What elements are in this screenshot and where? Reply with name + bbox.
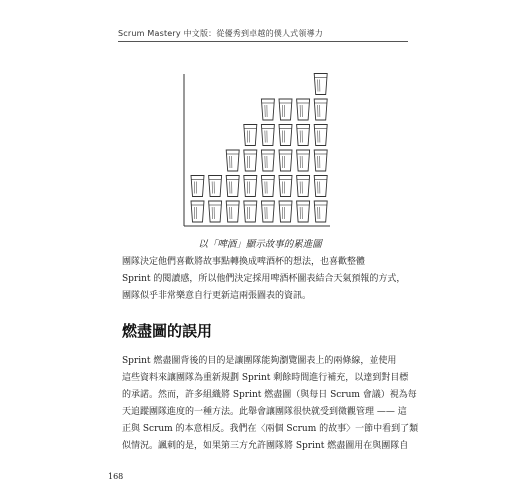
- beer-glass-icon: [244, 125, 257, 146]
- glass-stack: [226, 150, 239, 222]
- section-heading: 燃盡圖的誤用: [122, 322, 213, 340]
- beer-glass-icon: [314, 125, 327, 146]
- beer-glass-icon: [297, 99, 310, 120]
- paragraph-line: 的承諾。然而，許多組織將 Sprint 燃盡圖（與每日 Scrum 會議）視為每: [122, 390, 417, 400]
- beer-glass-icon: [226, 150, 239, 171]
- beer-glass-icon: [297, 150, 310, 171]
- glass-stack: [314, 74, 327, 223]
- beer-glass-icon: [314, 176, 327, 197]
- paragraph-line: 這些資料來讓團隊為重新規劃 Sprint 剩餘時間進行補充，以達到對目標: [122, 373, 409, 383]
- beer-glass-icon: [226, 176, 239, 197]
- beer-glass-icon: [279, 99, 292, 120]
- beer-glass-icon: [261, 201, 274, 222]
- beer-glass-icon: [297, 176, 310, 197]
- paragraph-1: [122, 254, 406, 305]
- page-number: 168: [108, 472, 124, 481]
- beer-glass-icon: [261, 99, 274, 120]
- beer-glass-icon: [279, 125, 292, 146]
- paragraph-line: 似情況。諷刺的是，如果第三方允許團隊將 Sprint 燃盡圖用在與團隊自: [122, 441, 409, 451]
- glass-stack: [279, 99, 292, 222]
- beer-glass-icon: [314, 99, 327, 120]
- paragraph-line: Sprint 的閱讀感，所以他們決定採用啤酒杯圖表結合天氣預報的方式，: [122, 274, 406, 284]
- beer-glass-icon: [261, 150, 274, 171]
- beer-glass-icon: [297, 125, 310, 146]
- figure-caption: 以「啤酒」顯示故事的累進圖: [198, 239, 322, 250]
- beer-glass-icon: [244, 176, 257, 197]
- beer-glass-icon: [279, 150, 292, 171]
- paragraph-2: [122, 353, 419, 455]
- beer-glass-icon: [297, 201, 310, 222]
- beer-glass-icon: [209, 201, 222, 222]
- beer-glass-icon: [209, 176, 222, 197]
- paragraph-line: Sprint 燃盡圖背後的目的是讓團隊能夠瀏覽圖表上的兩條線，並使用: [122, 356, 397, 366]
- beer-glass-icon: [314, 74, 327, 95]
- beer-glass-icon: [279, 176, 292, 197]
- beer-glass-icon: [244, 201, 257, 222]
- beer-glass-icon: [314, 201, 327, 222]
- beer-glass-icon: [261, 125, 274, 146]
- beer-glass-icon: [226, 201, 239, 222]
- paragraph-line: 團隊決定他們喜歡將故事點轉換成啤酒杯的想法，也喜歡整體: [122, 257, 366, 267]
- glass-stack: [297, 99, 310, 222]
- glass-stack: [261, 99, 274, 222]
- paragraph-line: 天追蹤團隊進度的一種方法。此舉會讓團隊很快就受到微觀管理 —— 這: [122, 407, 407, 417]
- beer-glass-icon: [191, 176, 204, 197]
- paragraph-line: 團隊似乎非常樂意自行更新這兩張圖表的資訊。: [122, 291, 312, 301]
- beer-glass-icon: [279, 201, 292, 222]
- beer-glass-icon: [314, 150, 327, 171]
- glass-stack: [191, 176, 204, 223]
- beer-glass-icon: [191, 201, 204, 222]
- paragraph-line: 正與 Scrum 的本意相反。我們在〈兩個 Scrum 的故事〉一節中看到了類: [122, 424, 419, 434]
- beer-glass-stacks: [191, 74, 327, 223]
- beer-glass-icon: [261, 176, 274, 197]
- glass-stack: [209, 176, 222, 223]
- running-header: Scrum Mastery 中文版：從優秀到卓越的僕人式領導力: [118, 29, 323, 38]
- glass-stack: [244, 125, 257, 223]
- beer-glass-icon: [244, 150, 257, 171]
